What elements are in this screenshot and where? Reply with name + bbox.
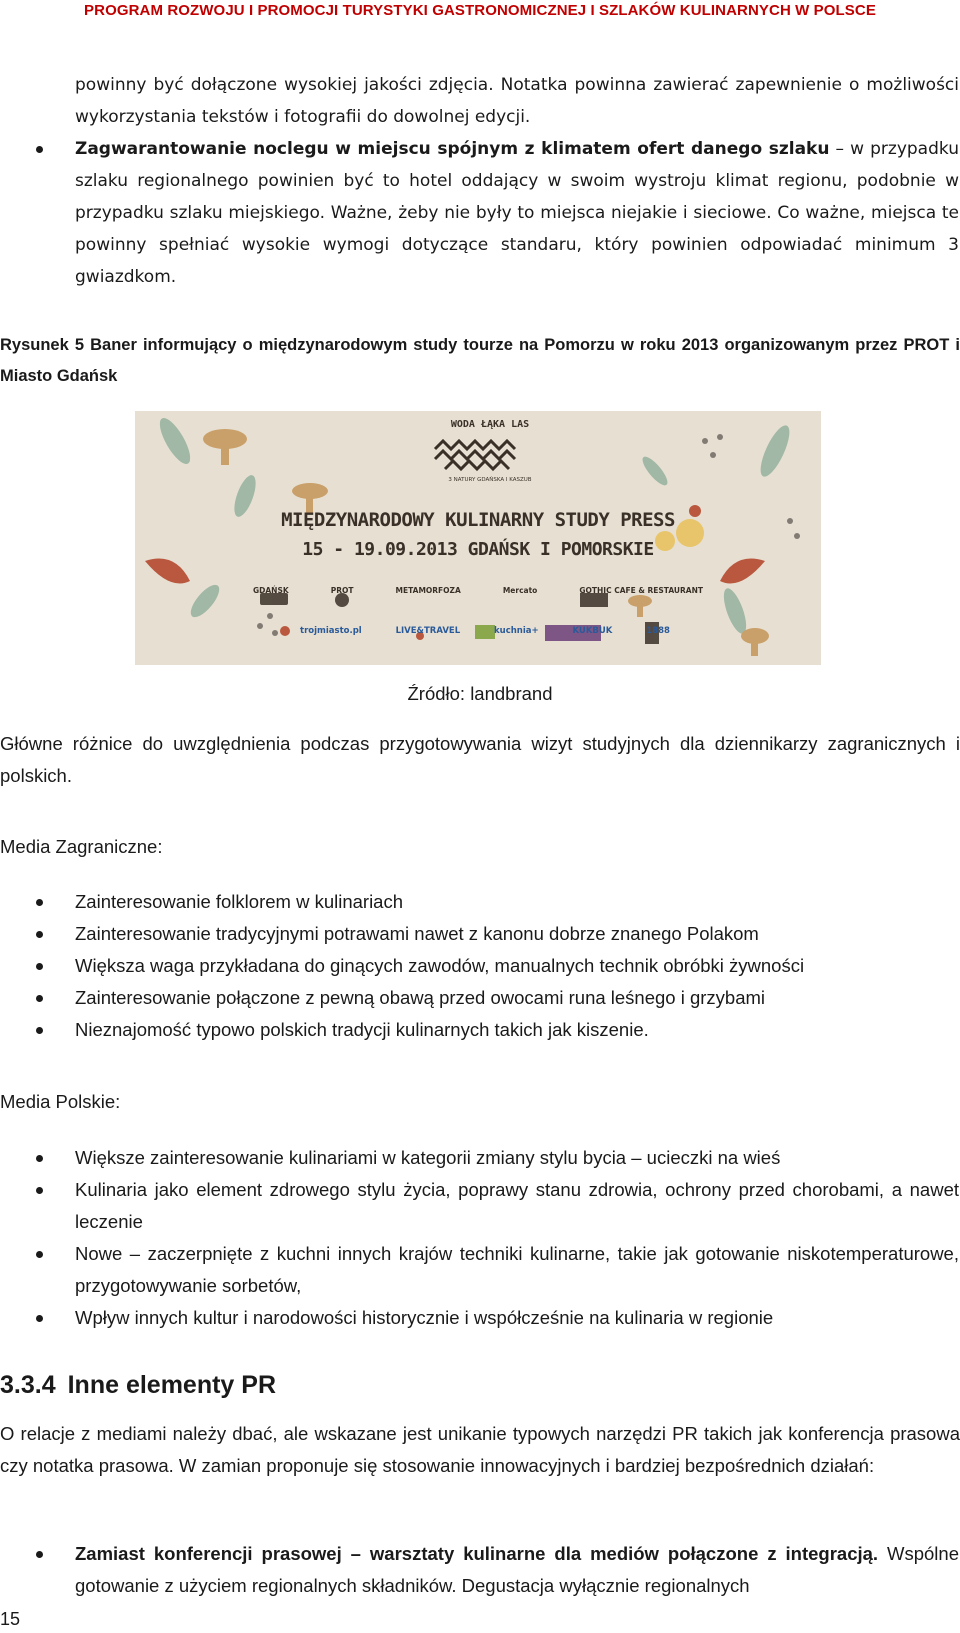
banner-sponsors-row-2 [300, 626, 670, 636]
figure-caption: Rysunek 5 Baner informujący o międzynarodowym study tourze na Pomorzu w roku 2013 organizowanym przez PROT i Miasto Gdańsk [0, 336, 960, 385]
bullet-bold-text: Zamiast konferencji prasowej – warsztaty kulinarne dla mediów połączone z integracją. [75, 1543, 879, 1564]
sponsor-logo: LIVE&TRAVEL [395, 626, 461, 636]
differences-paragraph: Główne różnice do uwzględnienia podczas przygotowywania wizyt studyjnych dla dziennikarzy zagranicznych i polskich. [0, 733, 960, 786]
list-item-text: Kulinaria jako element zdrowego stylu życia, poprawy stanu zdrowia, ochrony przed chorobami, a nawet leczenie [75, 1179, 959, 1232]
list-item-text: Zainteresowanie folklorem w kulinariach [75, 891, 404, 912]
sponsor-logo: GOTHIC CAFE & RESTAURANT [579, 586, 703, 595]
foreign-media-label: Media Zagraniczne: [0, 836, 163, 857]
banner-logo-subtitle: 3 NATURY GDAŃSKA I KASZUB [448, 477, 532, 483]
list-item-text: Większe zainteresowanie kulinariami w kategorii zmiany stylu bycia – ucieczki na wieś [75, 1147, 781, 1168]
list-item [0, 918, 960, 950]
sponsor-logo: trojmiasto.pl [300, 626, 362, 636]
list-item-text: Zainteresowanie połączone z pewną obawą przed owocami runa leśnego i grzybami [75, 987, 766, 1008]
sponsor-logo: KUKBUK [572, 626, 613, 636]
bullet-text: – w przypadku szlaku regionalnego powinien być to hotel oddający w swoim wystroju klimat regionu, podobnie w przypadku szlaku miejskiego. Ważne, żeby nie były to miejsca niejakie i sieciowe. Co ważne, miejsca te powinny spełniać wysokie wymogi dotyczące standaru, który powinien odpowiadać minimum 3 gwiazdkom. [75, 139, 959, 287]
list-item [0, 133, 960, 293]
continuation-text: powinny być dołączone wysokiej jakości zdjęcia. Notatka powinna zawierać zapewnienie o możliwości wykorzystania tekstów i fotografii do dowolnej edycji. [75, 75, 959, 127]
polish-media-list [0, 1142, 960, 1334]
bullet-icon [36, 931, 43, 938]
list-item-text: Większa waga przykładana do ginących zawodów, manualnych technik obróbki żywności [75, 955, 805, 976]
list-item [0, 1538, 960, 1602]
bullet-text: Wspólne gotowanie z użyciem regionalnych składników. Degustacja wyłącznie regionalnych [75, 1543, 959, 1596]
section-title: Inne elementy PR [67, 1371, 277, 1399]
sponsor-logo: 1888 [646, 626, 670, 636]
list-item [0, 886, 960, 918]
header-title: PROGRAM ROZWOJU I PROMOCJI TURYSTYKI GASTRONOMICZNEJ I SZLAKÓW KULINARNYCH W POLSCE [84, 2, 876, 19]
bullet-icon [36, 995, 43, 1002]
list-item-text: Zainteresowanie tradycyjnymi potrawami nawet z kanonu dobrze znanego Polakom [75, 923, 759, 944]
sponsor-logo: GDAŃSK [253, 586, 289, 595]
banner-headline-2: 15 - 19.09.2013 GDAŃSK I POMORSKIE [302, 539, 654, 560]
list-item [0, 69, 960, 133]
banner-headline-1: MIĘDZYNARODOWY KULINARNY STUDY PRESS [281, 509, 675, 531]
list-item-text: Nieznajomość typowo polskich tradycji kulinarnych takich jak kiszenie. [75, 1019, 649, 1040]
bullet-icon [36, 1251, 43, 1258]
list-item-text: Nowe – zaczerpnięte z kuchni innych krajów techniki kulinarne, takie jak gotowanie niskotemperaturowe, przygotowywanie sorbetów, [75, 1243, 959, 1296]
bullet-icon [36, 1315, 43, 1322]
list-item-text: Wpływ innych kultur i narodowości historycznie i współcześnie na kulinaria w regionie [75, 1307, 774, 1328]
figure-source: Źródło: landbrand [407, 683, 553, 704]
sponsor-logo: Mercato [502, 586, 538, 595]
list-item [0, 1174, 960, 1238]
sponsor-logo: METAMORFOZA [395, 586, 461, 595]
section-paragraph: O relacje z mediami należy dbać, ale wskazane jest unikanie typowych narzędzi PR takich jak konferencja prasowa czy notatka prasowa. W zamian proponuje się stosowanie innowacyjnych i bardziej bezpośrednich działań: [0, 1423, 960, 1476]
bullet-icon [36, 1551, 43, 1558]
sponsor-logo: kuchnia+ [494, 626, 539, 636]
running-header [0, 0, 960, 24]
bullet-icon [36, 1027, 43, 1034]
list-item [0, 1014, 960, 1046]
section-heading [0, 1369, 960, 1401]
list-item [0, 1302, 960, 1334]
bullet-icon [36, 1155, 43, 1162]
bullet-icon [36, 1187, 43, 1194]
banner-logo-title: WODA ŁĄKA LAS [450, 419, 530, 430]
bullet-icon [36, 899, 43, 906]
bullet-bold-text: Zagwarantowanie noclegu w miejscu spójnym z klimatem ofert danego szlaku [75, 139, 830, 159]
section-number: 3.3.4 [0, 1371, 56, 1399]
polish-media-label: Media Polskie: [0, 1091, 121, 1112]
sponsor-logo: PROT [330, 586, 354, 595]
banner-sponsors-row-1 [253, 586, 703, 595]
bullet-icon [36, 963, 43, 970]
list-item [0, 950, 960, 982]
list-item [0, 1142, 960, 1174]
list-item [0, 1238, 960, 1302]
list-item [0, 982, 960, 1014]
page-number: 15 [0, 1609, 21, 1629]
bullet-icon [36, 146, 43, 153]
foreign-media-list [0, 886, 960, 1046]
banner-image [135, 411, 821, 665]
